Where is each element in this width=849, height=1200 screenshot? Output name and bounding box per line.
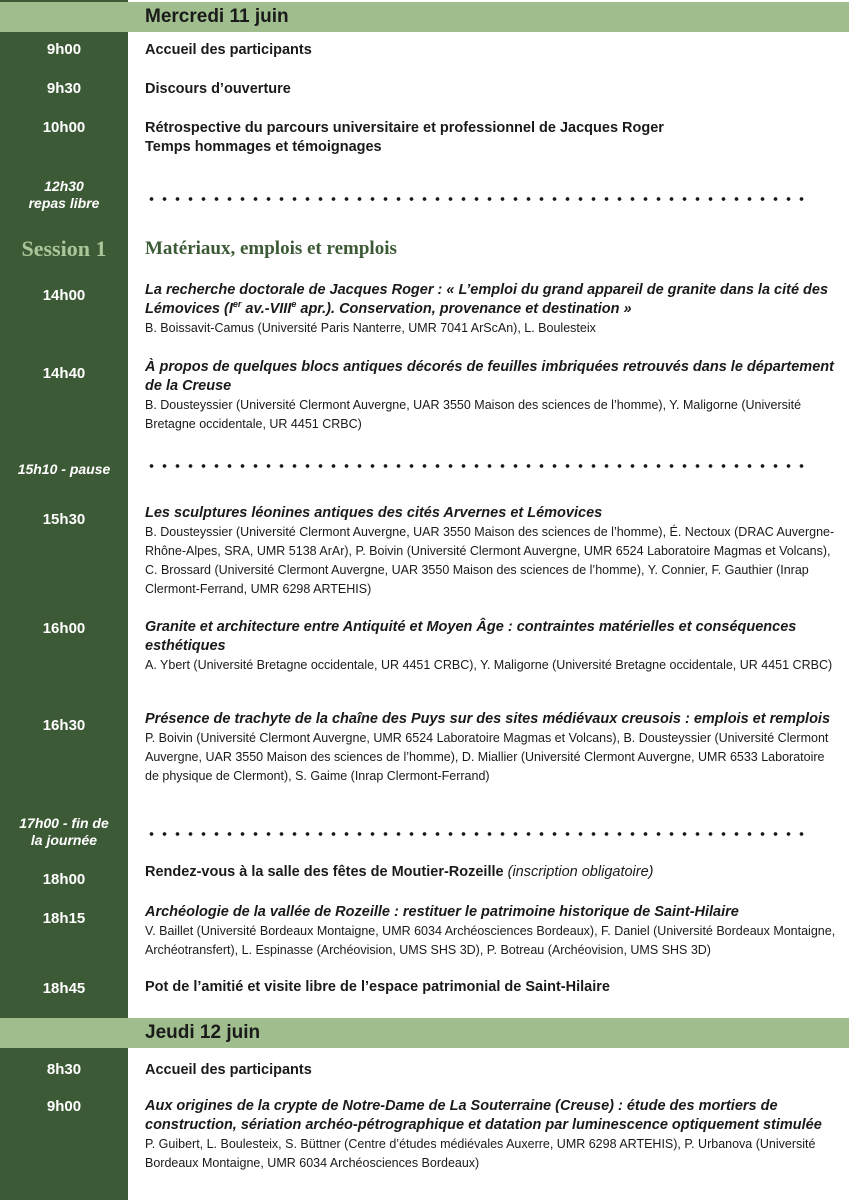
talk-title: Les sculptures léonines antiques des cités Arvernes et Lémovices [145,505,603,521]
talk-authors: B. Dousteyssier (Université Clermont Auvergne, UAR 3550 Maison des sciences de l’homme), Y. Maligorne (Université Bretagne occidentale, UR 4451 CRBC) [145,398,802,431]
program-item: Pot de l’amitié et visite libre de l’espace patrimonial de Saint-Hilaire [145,979,610,995]
talk-authors: A. Ybert (Université Bretagne occidentale, UR 4451 CRBC), Y. Maligorne (Université Bretagne occidentale, UR 4451 CRBC) [145,658,833,672]
time-value: 17h00 - fin de [19,815,109,831]
time-slot [0,815,128,849]
talk-title: Présence de trachyte de la chaîne des Puys sur des sites médiévaux creusois : emplois et remplois [145,711,831,727]
talk-item [145,903,840,960]
time-slot: 16h00 [42,620,86,637]
talk-authors: P. Boivin (Université Clermont Auvergne, UMR 6524 Laboratoire Magmas et Volcans), B. Dousteyssier (Université Clermont Auvergne, UAR 3550 Maison des sciences de l’homme), D. Miallier (Université Clermont Auvergne, UMR 6533 Laboratoire de physique de Clermont), S. Gaime (Inrap Clermont-Ferrand) [145,731,829,783]
program-item [145,119,840,157]
time-slot: 18h00 [42,871,86,888]
talk-title: À propos de quelques blocs antiques décorés de feuilles imbriquées retrouvés dans le département de la Creuse [145,359,834,394]
time-slot: 9h00 [46,41,82,58]
item-line: Rétrospective du parcours universitaire et professionnel de Jacques Roger [145,120,664,136]
time-note: repas libre [28,195,100,211]
talk-title: Archéologie de la vallée de Rozeille : restituer le patrimoine historique de Saint-Hilaire [145,904,739,920]
time-slot: 15h30 [42,511,86,528]
time-slot: 16h30 [42,717,86,734]
program-item: Discours d’ouverture [145,81,291,97]
talk-item [145,281,840,338]
time-slot: 14h40 [42,365,86,382]
time-value: 12h30 [44,178,84,194]
talk-authors: B. Boissavit-Camus (Université Paris Nanterre, UMR 7041 ArScAn), L. Boulesteix [145,321,596,335]
day-header [0,1018,849,1048]
time-slot: 9h00 [46,1098,82,1115]
day-title: Mercredi 11 juin [145,6,289,27]
time-slot: 10h00 [42,119,86,136]
program-item [145,863,840,882]
talk-item [145,504,840,599]
time-slot: 14h00 [42,287,86,304]
session-title: Matériaux, emplois et remplois [145,238,397,259]
item-text: Rendez-vous à la salle des fêtes de Moutier-Rozeille [145,864,508,880]
talk-item [145,358,840,434]
talk-authors: B. Dousteyssier (Université Clermont Auvergne, UAR 3550 Maison des sciences de l’homme), É. Nectoux (DRAC Auvergne-Rhône-Alpes, SRA, UMR 5138 ArAr), P. Boivin (Université Clermont Auvergne, UMR 6524 Laboratoire Magmas et Volcans), C. Brossard (Université Clermont Auvergne, UAR 3550 Maison des sciences de l’homme), Y. Connier, F. Gauthier (Inrap Clermont-Ferrand, UMR 6298 ARTEHIS) [145,525,835,596]
talk-title: Aux origines de la crypte de Notre-Dame de La Souterraine (Creuse) : étude des mortiers de construction, sériation archéo-pétrographique et datation par luminescence optiquement stimulée [145,1098,822,1133]
time-slot: 15h10 - pause [17,461,111,477]
talk-authors: P. Guibert, L. Boulesteix, S. Büttner (Centre d’études médiévales Auxerre, UMR 6298 ARTEHIS), P. Urbanova (Université Bordeaux Montaigne, UMR 6034 Archéosciences Bordeaux) [145,1137,816,1170]
day-title: Jeudi 12 juin [145,1022,261,1043]
session-label: Session 1 [21,236,107,261]
item-line: Temps hommages et témoignages [145,139,382,155]
talk-title: La recherche doctorale de Jacques Roger : « L’emploi du grand appareil de granite dans la cité des Lémovices (Ier av.-VIIIe apr.). Conservation, provenance et destination » [145,282,829,317]
talk-item [145,1097,840,1173]
talk-title: Granite et architecture entre Antiquité et Moyen Âge : contraintes matérielles et conséquences esthétiques [145,619,797,654]
time-note: la journée [30,832,98,848]
time-slot: 18h15 [42,910,86,927]
time-slot: 18h45 [42,980,86,997]
time-slot: 8h30 [46,1061,82,1078]
talk-item [145,618,840,675]
item-note: (inscription obligatoire) [507,864,654,880]
talk-item [145,710,840,786]
day-header [0,2,849,32]
time-slot [0,178,128,212]
dotted-separator [145,196,805,202]
program-item: Accueil des participants [145,42,312,58]
talk-authors: V. Baillet (Université Bordeaux Montaigne, UMR 6034 Archéosciences Bordeaux), F. Daniel (Université Bordeaux Montaigne, Archéotransfert), L. Espinasse (Archéovision, UMS SHS 3D), P. Botreau (Archéovision, UMS SHS 3D) [145,924,836,957]
program-item: Accueil des participants [145,1062,312,1078]
dotted-separator [145,831,805,837]
time-slot: 9h30 [46,80,82,97]
dotted-separator [145,463,805,469]
